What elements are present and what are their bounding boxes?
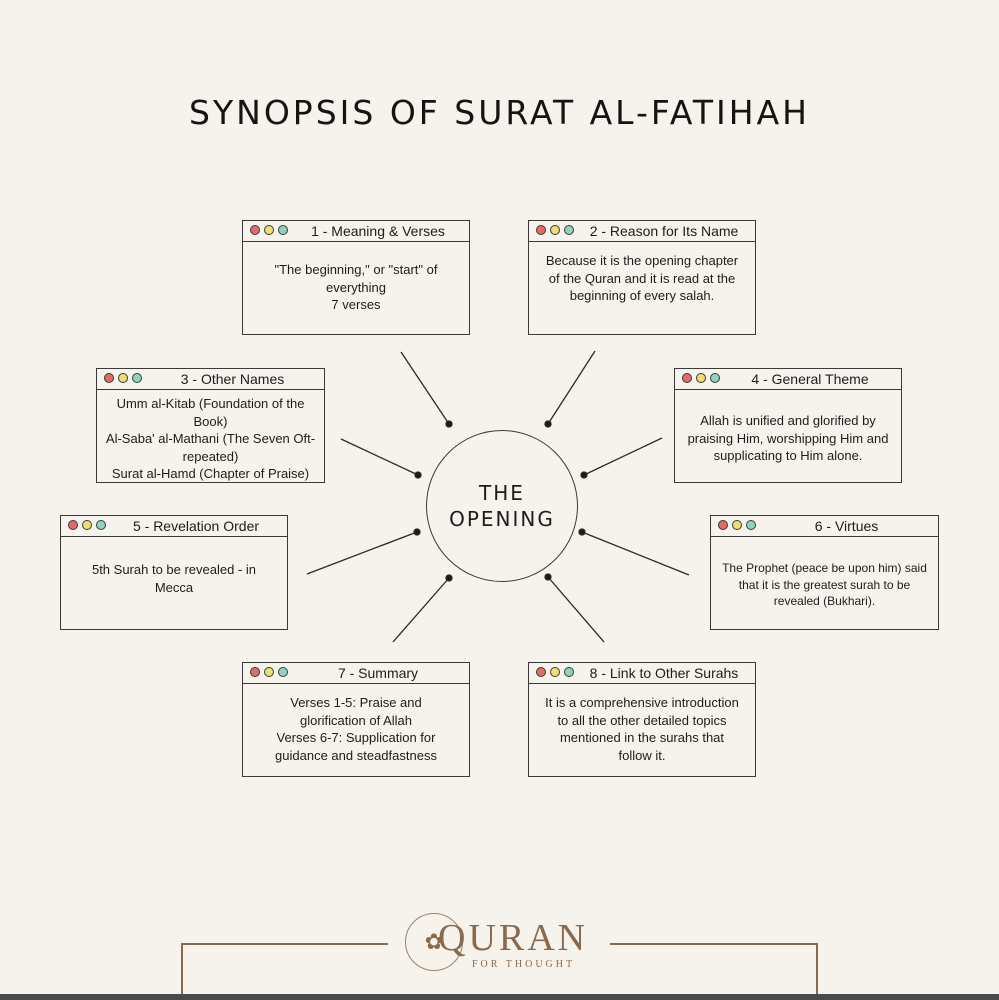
box-header [529,221,755,242]
box-text: Allah is unified and glorified by praising Him, worshipping Him and supplicating to Him alone. [687,413,889,463]
red-dot-icon [536,225,546,235]
connector-2 [548,351,595,424]
red-dot-icon [718,520,728,530]
red-dot-icon [68,520,78,530]
connector-1 [401,352,449,424]
green-dot-icon [96,520,106,530]
page-title: SYNOPSIS OF SURAT AL-FATIHAH [189,93,810,132]
connector-4 [584,438,662,475]
logo-rule-left [181,943,388,945]
box-header [243,663,469,684]
logo-rule-right-vertical [816,943,818,994]
box-text: "The beginning," or "start" of everything [274,262,438,295]
box-text: Verses 6-7: Supplication for guidance and steadfastness [275,730,437,763]
connector-dot-2 [545,421,551,427]
box-title: 2 - Reason for Its Name [589,223,739,239]
connector-8 [548,577,604,642]
box-header [675,369,901,390]
box-text: It is a comprehensive introduction to all the other detailed topics mentioned in the surahs that follow it. [545,695,739,763]
box-text: 5th Surah to be revealed - in Mecca [91,562,257,595]
box-header [711,516,938,537]
green-dot-icon [564,667,574,677]
box-text: Verses 1-5: Praise and glorification of Allah [290,695,422,728]
green-dot-icon [278,667,288,677]
box-general-theme [674,368,902,483]
connector-5 [307,532,417,574]
logo-rule-left-vertical [181,943,183,994]
yellow-dot-icon [264,225,274,235]
red-dot-icon [250,667,260,677]
yellow-dot-icon [82,520,92,530]
connector-dot-1 [446,421,452,427]
box-header [529,663,755,684]
connector-dot-3 [415,472,421,478]
box-text: Surat al-Hamd (Chapter of Praise) [111,466,310,481]
logo-subtitle: FOR THOUGHT [472,959,576,970]
connector-7 [393,578,449,642]
box-meaning-verses [242,220,470,335]
box-title: 5 - Revelation Order [132,518,260,534]
connector-dot-8 [545,574,551,580]
box-title: 3 - Other Names [180,371,285,387]
box-title: 6 - Virtues [814,518,879,534]
connector-3 [341,439,418,475]
yellow-dot-icon [732,520,742,530]
yellow-dot-icon [696,373,706,383]
center-circle [426,430,578,582]
box-link-other-surahs [528,662,756,777]
connector-6 [582,532,689,575]
box-header [61,516,287,537]
box-header [97,369,324,390]
center-line-1: THE [479,481,525,505]
box-text: 7 verses [331,297,381,312]
logo-word: QURAN [438,917,589,959]
connector-dot-7 [446,575,452,581]
box-title: 1 - Meaning & Verses [311,223,445,239]
green-dot-icon [132,373,142,383]
box-other-names [96,368,325,483]
box-header [243,221,469,242]
yellow-dot-icon [550,225,560,235]
connector-dot-5 [414,529,420,535]
box-revelation-order [60,515,288,630]
green-dot-icon [278,225,288,235]
yellow-dot-icon [550,667,560,677]
green-dot-icon [746,520,756,530]
box-virtues [710,515,939,630]
box-summary [242,662,470,777]
red-dot-icon [250,225,260,235]
yellow-dot-icon [118,373,128,383]
center-line-2: OPENING [449,507,555,531]
red-dot-icon [682,373,692,383]
box-reason-name [528,220,756,335]
box-text: Umm al-Kitab (Foundation of the Book) [116,396,305,429]
box-title: 8 - Link to Other Surahs [589,665,739,681]
logo-rule-right [610,943,817,945]
connector-dot-6 [579,529,585,535]
green-dot-icon [564,225,574,235]
box-text: Because it is the opening chapter of the Quran and it is read at the beginning of every salah. [545,253,739,303]
green-dot-icon [710,373,720,383]
red-dot-icon [104,373,114,383]
box-text: Al-Saba' al-Mathani (The Seven Oft-repeated) [105,431,316,464]
box-title: 7 - Summary [337,665,419,681]
connector-dot-4 [581,472,587,478]
calligraphy-emblem-icon: ✿ [405,913,463,971]
box-title: 4 - General Theme [751,371,869,387]
red-dot-icon [536,667,546,677]
box-text: The Prophet (peace be upon him) said that it is the greatest surah to be revealed (Bukhari). [722,561,927,608]
yellow-dot-icon [264,667,274,677]
bottom-bar [0,994,999,1000]
